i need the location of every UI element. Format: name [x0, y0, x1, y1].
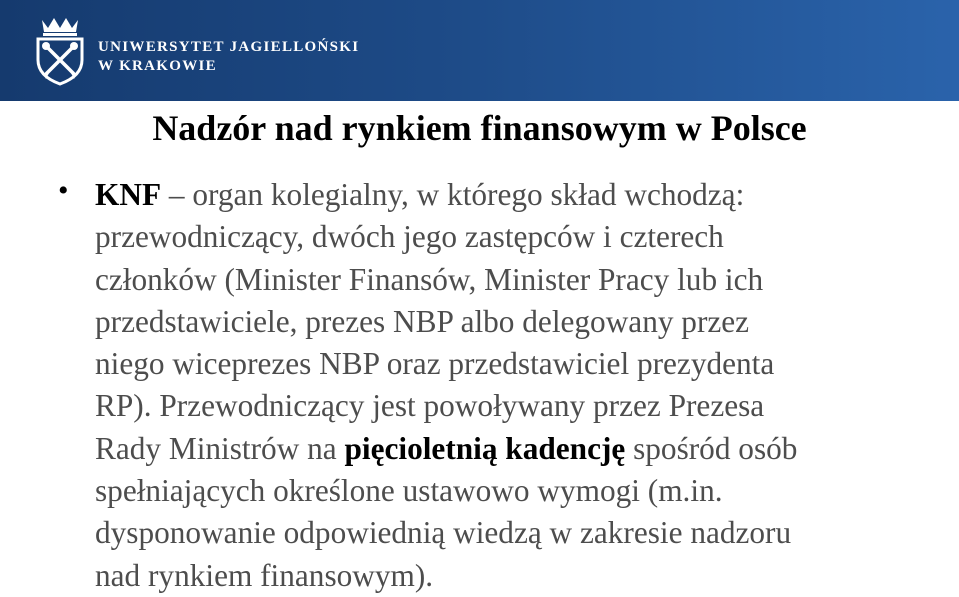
bullet-marker: • — [58, 174, 69, 207]
text-line-6: RP). Przewodniczący jest powoływany przez Prezesa — [95, 388, 765, 424]
header-bar — [0, 0, 959, 101]
university-name-line1: UNIWERSYTET JAGIELLOŃSKI — [98, 39, 360, 55]
crest-icon — [34, 16, 86, 86]
slide-title: Nadzór nad rynkiem finansowym w Polsce — [152, 108, 807, 148]
text-line-8: spełniających określone ustawowo wymogi (m.in. — [95, 473, 723, 509]
text-line-2: przewodniczący, dwóch jego zastępców i czterech — [95, 219, 724, 255]
university-name-line2: W KRAKOWIE — [98, 58, 217, 74]
term-highlight: pięcioletnią kadencję — [344, 430, 626, 466]
text-line-10: nad rynkiem finansowym). — [95, 557, 434, 593]
university-name — [98, 38, 359, 76]
text-line-5: niego wiceprezes NBP oraz przedstawiciel prezydenta — [95, 346, 775, 382]
text-line-4: przedstawiciele, prezes NBP albo delegowany przez — [95, 303, 750, 339]
bullet-text — [95, 174, 925, 597]
knf-term: KNF — [95, 177, 162, 212]
text-line-1: KNF – organ kolegialny, w którego skład wchodzą: — [95, 177, 745, 212]
text-line-9: dysponowanie odpowiednią wiedzą w zakresie nadzoru — [95, 515, 792, 551]
text-line-3: członków (Minister Finansów, Minister Pracy lub ich — [95, 261, 764, 297]
text-line-7: Rady Ministrów na pięcioletnią kadencję spośród osób — [95, 430, 798, 466]
